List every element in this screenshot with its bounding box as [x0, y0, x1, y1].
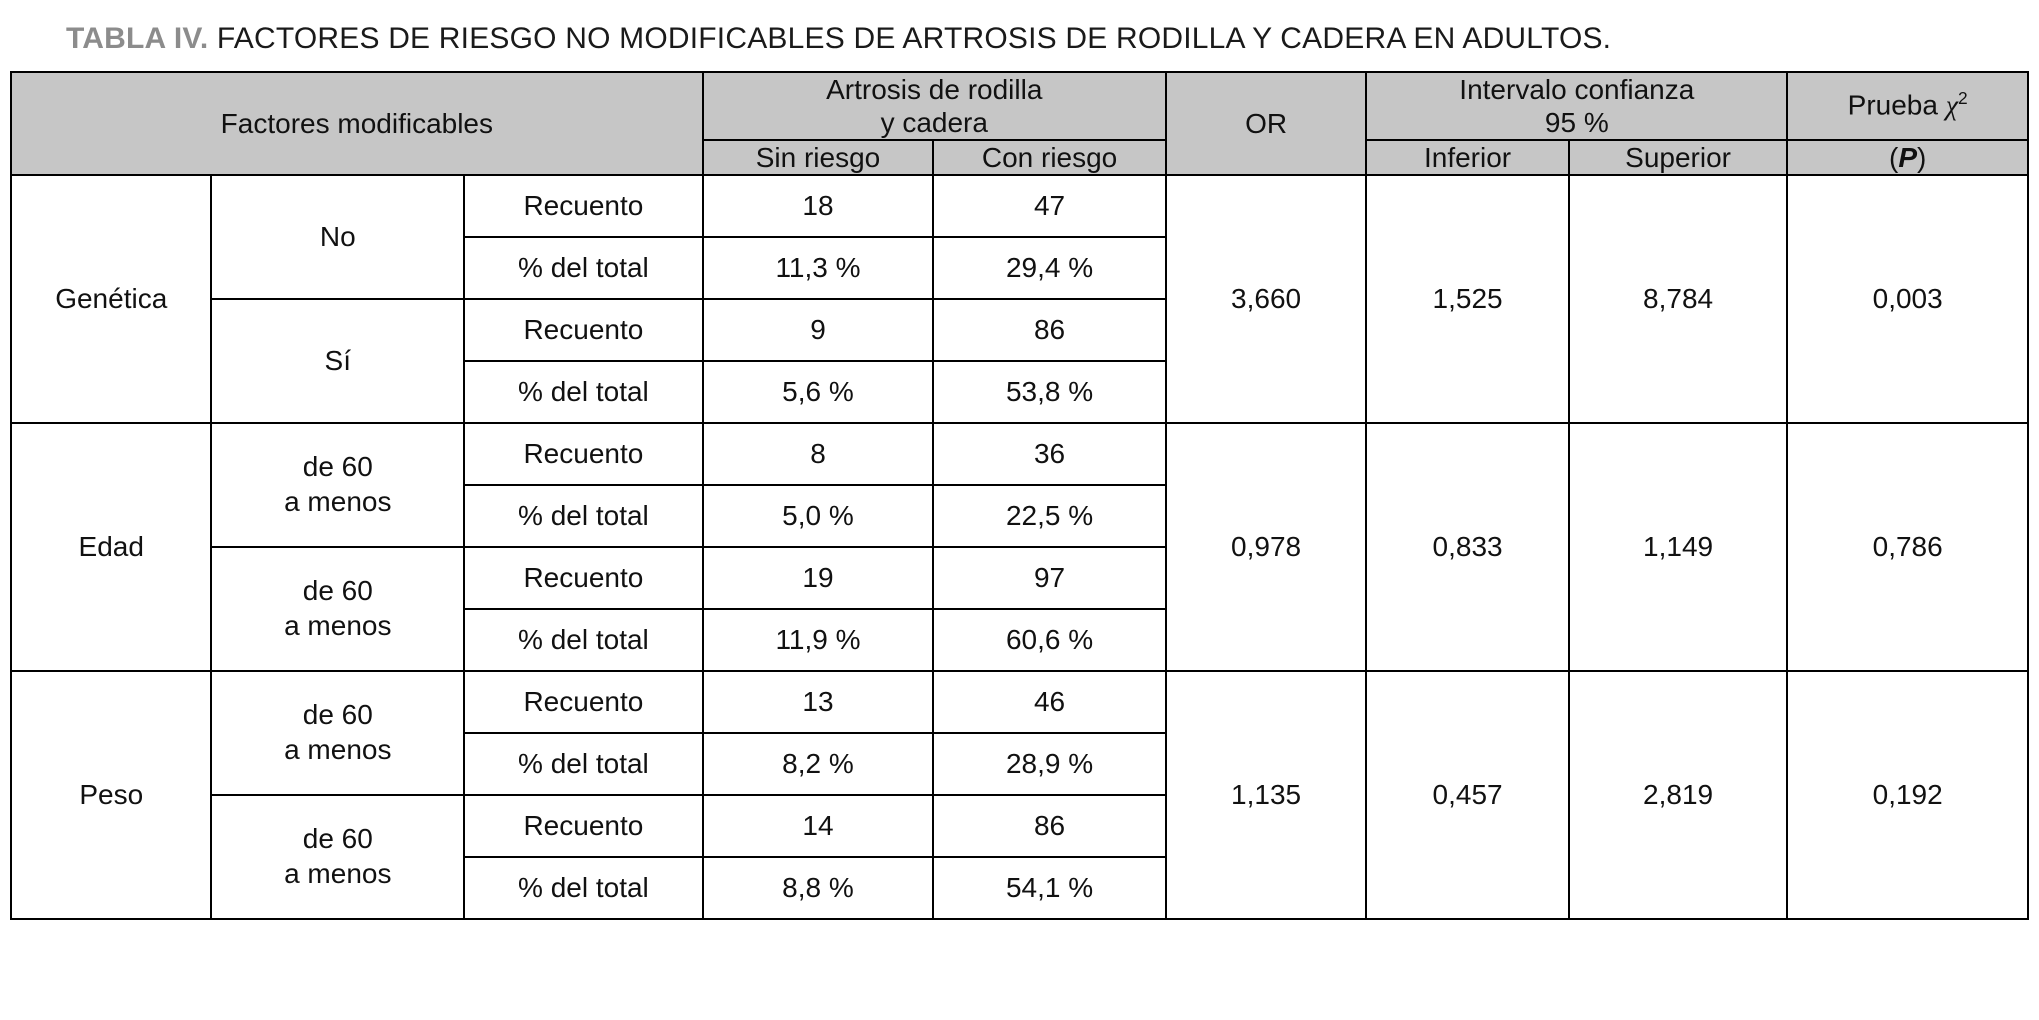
metric-label: Recuento [464, 671, 703, 733]
metric-label: Recuento [464, 547, 703, 609]
metric-label: Recuento [464, 795, 703, 857]
table-body [11, 175, 2028, 919]
value-con-riesgo: 86 [933, 299, 1166, 361]
value-con-riesgo: 22,5 % [933, 485, 1166, 547]
header-con-riesgo: Con riesgo [933, 140, 1166, 175]
header-intervalo-confianza [1366, 72, 1787, 140]
p-close-paren: ) [1917, 141, 1927, 173]
value-sin-riesgo: 13 [703, 671, 934, 733]
header-ic-line2: 95 % [1544, 106, 1609, 138]
level-name [211, 671, 464, 795]
level-name-line2: a menos [284, 733, 392, 765]
metric-label: Recuento [464, 175, 703, 237]
header-inferior: Inferior [1366, 140, 1568, 175]
header-factores: Factores modificables [11, 72, 703, 175]
metric-label: % del total [464, 485, 703, 547]
header-prueba-chi [1787, 72, 2028, 140]
level-name-line1: de 60 [302, 451, 373, 483]
metric-label: Recuento [464, 423, 703, 485]
header-ic-line1: Intervalo confianza [1459, 73, 1695, 105]
header-artrosis-line2: y cadera [880, 106, 988, 138]
level-name-line2: a menos [284, 857, 392, 889]
metric-label: % del total [464, 237, 703, 299]
p-open-paren: ( [1889, 141, 1899, 173]
value-sin-riesgo: 5,0 % [703, 485, 934, 547]
level-name-line1: No [319, 220, 356, 252]
value-superior: 1,149 [1569, 423, 1788, 671]
level-name [211, 175, 464, 299]
value-con-riesgo: 54,1 % [933, 857, 1166, 919]
chi-exponent: 2 [1958, 88, 1968, 109]
value-sin-riesgo: 14 [703, 795, 934, 857]
value-con-riesgo: 97 [933, 547, 1166, 609]
table-head [11, 72, 2028, 175]
value-inferior: 0,457 [1366, 671, 1568, 919]
value-p: 0,786 [1787, 423, 2028, 671]
value-superior: 8,784 [1569, 175, 1788, 423]
value-sin-riesgo: 5,6 % [703, 361, 934, 423]
level-name-line1: de 60 [302, 823, 373, 855]
header-sin-riesgo: Sin riesgo [703, 140, 934, 175]
level-name-line2: a menos [284, 609, 392, 641]
risk-factors-table [10, 71, 2029, 920]
level-name [211, 423, 464, 547]
metric-label: % del total [464, 857, 703, 919]
value-sin-riesgo: 8,8 % [703, 857, 934, 919]
value-sin-riesgo: 8,2 % [703, 733, 934, 795]
value-con-riesgo: 53,8 % [933, 361, 1166, 423]
value-con-riesgo: 86 [933, 795, 1166, 857]
value-sin-riesgo: 18 [703, 175, 934, 237]
value-con-riesgo: 46 [933, 671, 1166, 733]
value-sin-riesgo: 19 [703, 547, 934, 609]
factor-name: Peso [11, 671, 211, 919]
metric-label: % del total [464, 609, 703, 671]
factor-name: Edad [11, 423, 211, 671]
value-con-riesgo: 36 [933, 423, 1166, 485]
value-inferior: 0,833 [1366, 423, 1568, 671]
header-prueba-text: Prueba [1847, 89, 1946, 121]
value-or: 1,135 [1166, 671, 1366, 919]
value-sin-riesgo: 11,3 % [703, 237, 934, 299]
level-name-line1: de 60 [302, 699, 373, 731]
value-con-riesgo: 28,9 % [933, 733, 1166, 795]
p-letter: P [1898, 141, 1918, 173]
header-row-1 [11, 72, 2028, 140]
table-row [11, 175, 2028, 237]
table-caption-text: FACTORES DE RIESGO NO MODIFICABLES DE ARTROSIS DE RODILLA Y CADERA EN ADULTOS. [208, 22, 1612, 55]
header-artrosis [703, 72, 1166, 140]
value-con-riesgo: 47 [933, 175, 1166, 237]
metric-label: % del total [464, 733, 703, 795]
header-or: OR [1166, 72, 1366, 175]
level-name [211, 547, 464, 671]
value-superior: 2,819 [1569, 671, 1788, 919]
table-row [11, 671, 2028, 733]
chi-symbol: χ [1945, 90, 1959, 122]
table-caption [66, 22, 2029, 57]
level-name-line1: de 60 [302, 575, 373, 607]
header-artrosis-line1: Artrosis de rodilla [826, 73, 1043, 105]
value-sin-riesgo: 11,9 % [703, 609, 934, 671]
level-name-line2: a menos [284, 485, 392, 517]
value-p: 0,003 [1787, 175, 2028, 423]
table-number-label: TABLA IV. [66, 22, 209, 55]
value-or: 3,660 [1166, 175, 1366, 423]
level-name-line1: Sí [324, 344, 352, 376]
value-or: 0,978 [1166, 423, 1366, 671]
value-sin-riesgo: 8 [703, 423, 934, 485]
metric-label: Recuento [464, 299, 703, 361]
header-superior: Superior [1569, 140, 1788, 175]
header-p-value [1787, 140, 2028, 175]
level-name [211, 299, 464, 423]
value-con-riesgo: 29,4 % [933, 237, 1166, 299]
value-p: 0,192 [1787, 671, 2028, 919]
level-name [211, 795, 464, 919]
table-row [11, 423, 2028, 485]
value-inferior: 1,525 [1366, 175, 1568, 423]
metric-label: % del total [464, 361, 703, 423]
value-sin-riesgo: 9 [703, 299, 934, 361]
value-con-riesgo: 60,6 % [933, 609, 1166, 671]
factor-name: Genética [11, 175, 211, 423]
